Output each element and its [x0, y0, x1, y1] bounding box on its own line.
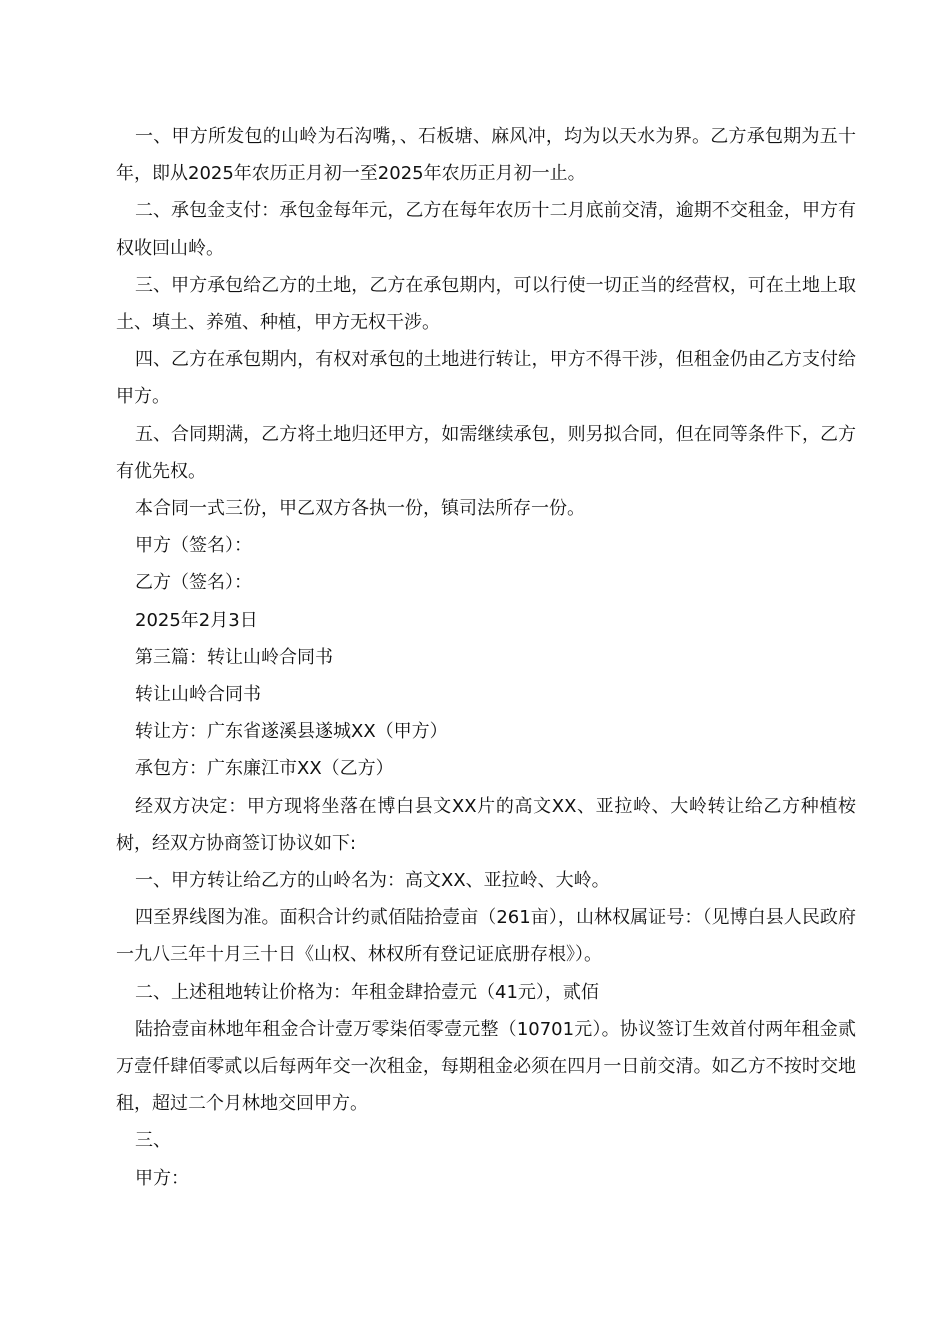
contractor-line: 承包方：广东廉江市XX（乙方） [135, 758, 394, 780]
clause-paragraph: 二、上述租地转让价格为：年租金肆拾壹元（41元），贰佰 [135, 981, 599, 1003]
clause-paragraph: 五、合同期满，乙方将土地归还甲方，如需继续承包，则另拟合同，但在同等条件下，乙方有优先权。 [116, 423, 856, 482]
clause-paragraph: 一、甲方转让给乙方的山岭名为：高文XX、亚拉岭、大岭。 [135, 870, 610, 892]
clause-paragraph: 四、乙方在承包期内，有权对承包的土地进行转让，甲方不得干涉，但租金仍由乙方支付给甲方。 [116, 349, 856, 408]
boundary-paragraph: 四至界线图为准。面积合计约贰佰陆拾壹亩（261亩），山林权属证号：（见博白县人民政府一九八三年十月三十日《山权、林权所有登记证底册存根》）。 [116, 907, 856, 966]
preamble-paragraph: 经双方决定：甲方现将坐落在博白县文XX片的高文XX、亚拉岭、大岭转让给乙方种植桉树，经双方协商签订协议如下: [116, 795, 856, 854]
rent-paragraph: 陆拾壹亩林地年租金合计壹万零柒佰零壹元整（10701元）。协议签订生效首付两年租金贰万壹仟肆佰零贰以后每两年交一次租金，每期租金必须在四月一日前交清。如乙方不按时交地租，超过二个月林地交回甲方。 [116, 1018, 856, 1115]
party-a-signature: 甲方（签名）： [135, 535, 252, 557]
contract-title: 转让山岭合同书 [135, 684, 261, 706]
clause-paragraph: 一、甲方所发包的山岭为石沟嘴，、石板塘、麻风冲，均为以天水为界。乙方承包期为五十年，即从2025年农历正月初一至2025年农历正月初一止。 [116, 126, 856, 185]
clause-paragraph: 二、承包金支付：承包金每年元，乙方在每年农历十二月底前交清，逾期不交租金，甲方有权收回山岭。 [116, 200, 856, 259]
contract-date: 2025年2月3日 [135, 609, 258, 631]
document-body [116, 118, 856, 1197]
section-heading: 第三篇：转让山岭合同书 [135, 646, 333, 668]
transferor-line: 转让方：广东省遂溪县遂城XX（甲方） [135, 721, 448, 743]
copies-statement: 本合同一式三份，甲乙双方各执一份，镇司法所存一份。 [135, 498, 585, 520]
clause-paragraph: 三、 [135, 1130, 171, 1152]
party-b-signature: 乙方（签名）： [135, 572, 252, 594]
clause-paragraph: 三、甲方承包给乙方的土地，乙方在承包期内，可以行使一切正当的经营权，可在土地上取土、填土、养殖、种植，甲方无权干涉。 [116, 274, 856, 334]
party-a-line: 甲方： [135, 1167, 189, 1189]
